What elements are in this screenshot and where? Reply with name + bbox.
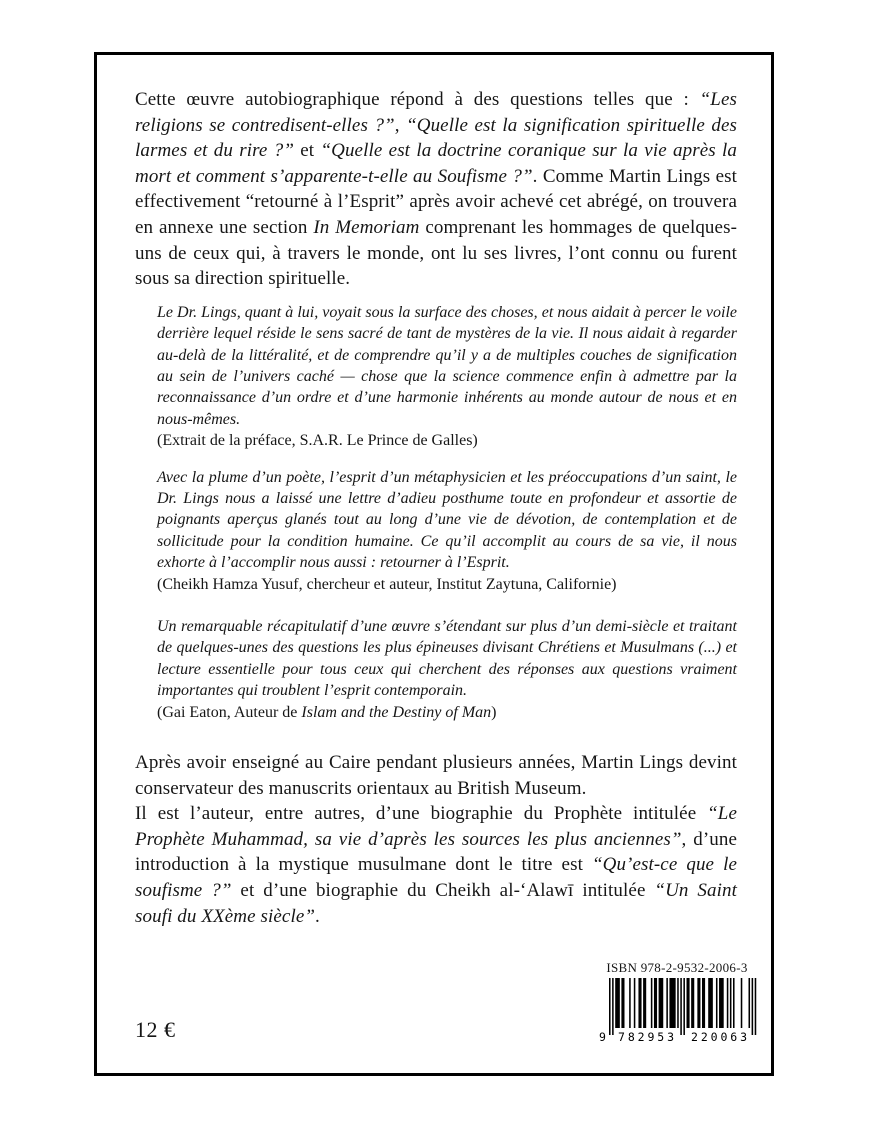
- isbn-barcode-block: [597, 961, 757, 1042]
- intro-paragraph: Cette œuvre autobiographique répond à des questions telles que : “Les religions se contredisent-elles ?”, “Quelle est la signification spirituelle des larmes et du rire ?” et “Quelle est la doctrine coranique sur la vie après la mort et comment s’apparente-t-elle au Soufisme ?”. Comme Martin Lings est effectivement “retourné à l’Esprit” après avoir achevé cet abrégé, on trouvera en annexe une section In Memoriam comprenant les hommages de quelques-uns de ceux qui, à travers le monde, ont lu ses livres, l’ont connu ou furent sous sa direction spirituelle.: [135, 89, 737, 290]
- ean13-barcode: [597, 978, 757, 1042]
- bio-paragraph-2: Il est l’auteur, entre autres, d’une biographie du Prophète intitulée “Le Prophète Muhammad, sa vie d’après les sources les plus anciennes”, d’une introduction à la mystique musulmane dont le titre est “Qu’est-ce que le soufisme ?” et d’une biographie du Cheikh al-‘Alawī intitulée “Un Saint soufi du XXème siècle”.: [135, 803, 737, 927]
- quote-attribution: (Cheikh Hamza Yusuf, chercheur et auteur, Institut Zaytuna, Californie): [157, 575, 617, 593]
- svg-text:220063: 220063: [691, 1030, 747, 1042]
- quote-block-gai-eaton: [157, 616, 737, 723]
- quote-text: Le Dr. Lings, quant à lui, voyait sous la surface des choses, et nous aidait à percer le voile derrière lequel réside le sens sacré de tant de mystères de la vie. Il nous aidait à regarder au-delà de la littéralité, et de comprendre qu’il y a de multiples couches de signification au sein de l’univers caché — chose que la science commence enfin à admettre par la reconnaissance d’un ordre et d’une harmonie inhérents au monde autour de nous et en nous-mêmes.: [157, 303, 737, 428]
- svg-text:9: 9: [599, 1030, 606, 1042]
- price-label: 12 €: [135, 1017, 176, 1042]
- quote-attribution: (Extrait de la préface, S.A.R. Le Prince de Galles): [157, 432, 478, 450]
- svg-text:782953: 782953: [618, 1030, 674, 1042]
- quote-block-hamza-yusuf: [157, 467, 737, 595]
- quote-text: Avec la plume d’un poète, l’esprit d’un métaphysicien et les préoccupations d’un saint, le Dr. Lings nous a laissé une lettre d’adieu posthume toute en profondeur et assortie de poignants aperçus glanés tout au long d’une vie de dévotion, de contemplation et de sollicitude pour la condition humaine. Ce qu’il accomplit au cours de sa vie, il nous exhorte à l’accomplir nous aussi : retourner à l’Esprit.: [157, 468, 737, 572]
- bio-paragraph-1: Après avoir enseigné au Caire pendant plusieurs années, Martin Lings devint conservateur des manuscrits orientaux au British Museum.: [135, 752, 737, 799]
- quote-attribution: (Gai Eaton, Auteur de Islam and the Destiny of Man): [157, 703, 497, 721]
- quote-text: Un remarquable récapitulatif d’une œuvre s’étendant sur plus d’un demi-siècle et traitant de quelques-unes des questions les plus épineuses divisant Chrétiens et Musulmans (...) et lecture essentielle pour tous ceux qui cherchent des réponses aux questions vraiment importantes qui troublent l’esprit contemporain.: [157, 618, 737, 700]
- isbn-label: ISBN 978-2-9532-2006-3: [606, 960, 748, 975]
- cover-frame: [94, 52, 774, 1076]
- quote-block-prince-of-wales: [157, 302, 737, 452]
